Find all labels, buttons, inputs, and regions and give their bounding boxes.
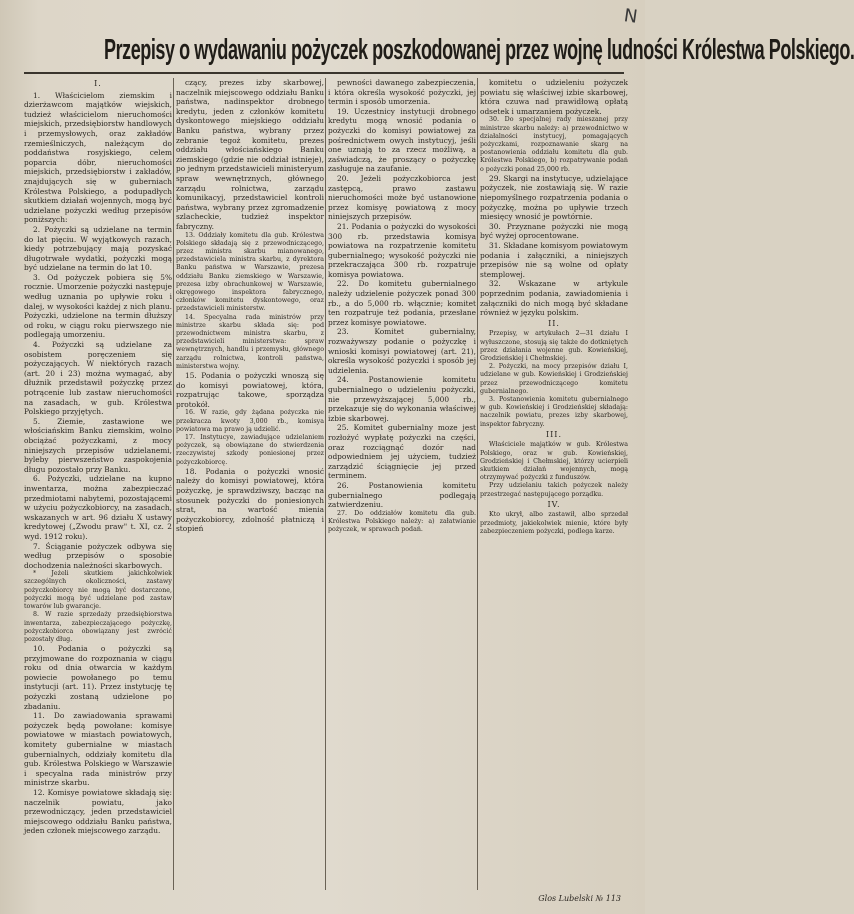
- paragraph: 4. Pożyczki są udzielane za osobistem poręczeniem się pożyczających. W niektórych razach (art. 20 i 23) można wymagać, aby dłużnik przedstawił pożyczkę przez potrącenie lub zastaw nieruchomości na zasadach, w gub. Królestwa Polskiego przyjętych.: [24, 340, 172, 417]
- paragraph: 20. Jeżeli pożyczkobiorca jest zastępcą, prawo zastawu nieruchomości może być ustanowione przez komisyę powiatową z mocy niniejszych przepisów.: [328, 173, 476, 222]
- note-paragraph: 13. Oddziały komitetu dla gub. Królestwa Polskiego składają się z przewodniczącego, przez ministra skarbu mianowanego, przedstawiciela ministra skarbu, z dyrektora Banku państwa w Warszawie, prezesa oddziału Banku ziemskiego w Warszawie, prezesa izby obrachunkowej w Warszawie, okręgowego inspektora fabrycznego, członków komitetu dyskontowego, oraz przedstawicieli ministerstw.: [176, 231, 324, 313]
- paragraph: 5. Ziemie, zastawione we włościańskim Banku ziemskim, wolno obciążać pożyczkami, z mocy niniejszych przepisów udzielanemi, byleby pierwszeństwo zaspokojenia długu pozostało przy Banku.: [24, 416, 172, 474]
- paragraph: 10. Podania o pożyczki są przyjmowane do rozpoznania w ciągu roku od dnia otwarcia w każdym powiecie powołanego po temu instytucji (art. 11). Przez instytucję tę pożyczki zostaną udzielone po zbadaniu.: [24, 644, 172, 711]
- title-rule: [24, 72, 624, 74]
- note-paragraph: Właściciele majątków w gub. Królestwa Polskiego, oraz w gub. Kowieńskiej, Grodzieńskiej i Chełmskiej, którzy ucierpieli skutkiem działań wojennych, mogą otrzymywać pożyczki z funduszów.: [480, 441, 628, 482]
- paragraph: 15. Podania o pożyczki wnoszą się do komisyi powiatowej, która, rozpatrując takowe, sporządza protokół.: [176, 370, 324, 409]
- paragraph: 23. Komitet gubernialny, rozważywszy podanie o pożyczkę i wnioski komisyi powiatowej (art. 21), określa wysokość pożyczki i sposób jej udzielenia.: [328, 327, 476, 375]
- note-paragraph: Przy udzielaniu takich pożyczek należy przestrzegać następującego porządku.: [480, 482, 628, 498]
- note-paragraph: 30. Do specjalnej rady mieszanej przy ministrze skarbu należy: a) przewodnictwo w działalności instytucyj, pomagających pożyczkami, rozpoznawanie skarg na postanowienia oddziału komitetu dla gub. Królestwa Polskiego, b) rozpatrywanie podań o pożyczki ponad 25,000 rb.: [480, 116, 628, 173]
- paragraph: 29. Skargi na instytucye, udzielające pożyczek, nie zostawiają się. W razie niepomyślnego rozpatrzenia podania o pożyczkę, można po upływie trzech miesięcy wnosić je powtórnie.: [480, 173, 628, 222]
- paragraph: 21. Podania o pożyczki do wysokości 300 rb. przedstawia komisya powiatowa na rozpatrzenie komitetu gubernialnego; wysokość pożyczki nie przekraczająca 300 rb. rozpatruje komisya powiatowa.: [328, 221, 476, 279]
- section-heading: I.: [94, 79, 102, 88]
- paragraph: 22. Do komitetu gubernialnego należy udzielenie pożyczek ponad 300 rb., a do 5,000 rb. włącznie; komitet ten rozpatruje też podania, przesłane przez komisye powiatowe.: [328, 279, 476, 327]
- note-paragraph: 16. W razie, gdy żądana pożyczka nie przekracza kwoty 3,000 rb., komisya powiatowa ma prawo ją udzielić.: [176, 409, 324, 433]
- paragraph: 11. Do zawiadowania sprawami pożyczek będą powołane: komisye powiatowe w miastach powiatowych, komitety gubernialne w miastach gubernialnych, oddziały komitetu dla gub. Królestwa Polskiego w Warszawie i specyalna rada ministrów przy ministrze skarbu.: [24, 711, 172, 788]
- paragraph: 12. Komisye powiatowe składają się: naczelnik powiatu, jako przewodniczący, jeden przedstawiciel miejscowego oddziału Banku państwa, jeden członek miejscowego zarządu.: [24, 788, 172, 836]
- paragraph: 26. Postanowienia komitetu gubernialnego podlegają zatwierdzeniu.: [328, 480, 476, 510]
- article-body: [24, 78, 628, 890]
- paragraph: 18. Podania o pożyczki wnosić należy do komisyi powiatowej, która pożyczkę, je sprawdziwszy, bacząc na stosunek pożyczki do poniesionych strat, na wartość mienia pożyczkobiorcy, zdolność płatniczą i stopień: [176, 466, 324, 534]
- paragraph: 30. Przyznane pożyczki nie mogą być wyżej oprocentowane.: [480, 221, 628, 241]
- note-paragraph: Kto ukrył, albo zastawił, albo sprzedał przedmioty, jakiekolwiek mienie, które były zabezpieczeniem pożyczki, podlega karze.: [480, 511, 628, 535]
- page-footer: Glos Lubelski № 113: [538, 894, 621, 903]
- section-heading: II.: [548, 318, 560, 328]
- note-paragraph: 17. Instytucye, zawiadujące udzielaniem pożyczek, są obowiązane do stwierdzenia rzeczywistej szkody poniesionej przez pożyczkobiorcę.: [176, 433, 324, 466]
- text-column-2: [176, 78, 324, 890]
- text-column-3: [328, 78, 476, 890]
- paragraph: 19. Uczestnicy instytucji drobnego kredytu mogą wnosić podania o pożyczki do komisyi powiatowej za pośrednictwem owych instytucyj, jeśli one uznają to za rzecz możliwą, a zaświadczą, że proszący o pożyczkę zasługuje na zaufanie.: [328, 106, 476, 174]
- paragraph: 1. Właścicielom ziemskim i dzierżawcom majątków wiejskich, tudzież właścicielom nieruchomości miejskich, przedsiębiorstw handlowych i przemysłowych, oraz zakładów rzemieślniczych, należącym do poddaństwa rosyjskiego, celem poparcia dóbr, nieruchomości miejskich, przedsiębiorstw i zakładów, znajdujących się w guberniach Królestwa Polskiego, a podupadłych skutkiem działań wojennych, mogą być udzielane pożyczki według przepisów poniższych:: [24, 90, 172, 225]
- text-column-1: [24, 78, 172, 890]
- section-heading: IV.: [547, 499, 561, 509]
- paragraph: 2. Pożyczki są udzielane na termin do lat pięciu. W wyjątkowych razach, kiedy potrzebujący mają pozyskać długotrwałe wydatki, pożyczki mogą być udzielane na termin do lat 10.: [24, 224, 172, 273]
- article-title: Przepisy o wydawaniu pożyczek poszkodowanej przez wojnę ludności Królestwa Polskiego.: [103, 33, 854, 67]
- note-paragraph: 8. W razie sprzedaży przedsiębiorstwa inwentarza, zabezpieczającego pożyczkę, pożyczkobiorca obowiązany jest zwrócić pozostały dług.: [24, 611, 172, 643]
- paragraph: 7. Ściąganie pożyczek odbywa się według przepisów o sposobie dochodzenia należności skarbowych.: [24, 541, 172, 570]
- section-heading: III.: [545, 429, 563, 439]
- paragraph: 32. Wskazane w artykule poprzednim podania, zawiadomienia i załączniki do nich mogą być składane również w języku polskim.: [480, 279, 628, 318]
- paragraph: pewności dawanego zabezpieczenia, i która określa wysokość pożyczki, jej termin i sposób umorzenia.: [328, 78, 476, 107]
- text-column-4: [480, 78, 628, 890]
- paragraph: 6. Pożyczki, udzielane na kupno inwentarza, można zabezpieczać przedmiotami nabytemi, pozostającemi w użyciu pożyczkobiorcy, na zasadach, wskazanych w art. 96 działu X ustawy kredytowej („Zwodu praw" t. XI, cz. 2 wyd. 1912 roku).: [24, 474, 172, 541]
- paragraph: 24. Postanowienie komitetu gubernialnego o udzieleniu pożyczki, nie przewyższającej 5,000 rb., przekazuje się do wykonania właściwej izbie skarbowej.: [328, 375, 476, 423]
- paragraph: komitetu o udzieleniu pożyczek powiatu się właściwej izbie skarbowej, która czuwa nad prawidłową opłatą odsetek i umarzaniem pożyczek.: [480, 78, 628, 116]
- handwritten-corner-mark: N: [622, 5, 639, 28]
- paragraph: 25. Komitet gubernialny moze jest rozłożyć wypłatę pożyczki na części, oraz rozciągnąć dozór nad odpowiedniem jej użyciem, tudzież zarządzić ściągnięcie jej przed terminem.: [328, 423, 476, 481]
- note-paragraph: 27. Do oddziałów komitetu dla gub. Królestwa Polskiego należy: a) załatwianie pożyczek, w sprawach podań.: [328, 509, 476, 534]
- note-paragraph: Przepisy, w artykułach 2—31 działu I wyłuszczone, stosują się także do dotkniętych przez działania wojenne gub. Kowieńskiej, Grodzieńskiej i Chełmskiej.: [480, 330, 628, 362]
- paragraph: czący, prezes izby skarbowej, naczelnik miejscowego oddziału Banku państwa, nadinspektor drobnego kredytu, jeden z członków komitetu dyskontowego miejskiego oddziału Banku państwa, wybrany przez zebranie tegoż komitetu, prezes oddziału włościańskiego Banku ziemskiego (gdzie nie oddział istnieje), po jednym przedstawicieli ministeryum spraw wewnętrznych, głównego zarządu rolnictwa, zarządu komunikacyj, przedstawiciel kontroli państwa, wybrany przez zgromadzenie szlacheckie, tudzież inspektor fabryczny.: [176, 78, 324, 231]
- note-paragraph: 14. Specyalna rada ministrów przy ministrze skarbu składa się: pod przewodnictwem ministra skarbu, z przedstawicieli ministerstwa: spraw wewnętrznych, handlu i przemysłu, głównego zarządu rolnictwa, kontroli państwa, ministerstwa wojny.: [176, 313, 324, 370]
- note-paragraph: 2. Pożyczki, na mocy przepisów działu I, udzielane w gub. Kowieńskiej i Grodzieńskiej przez przewodniczącego komitetu gubernialnego.: [480, 363, 628, 395]
- note-paragraph: * Jeżeli skutkiem jakichkolwiek szczególnych okoliczności, zastawy pożyczkobiorcy nie mogą być dostarczone, pożyczki mogą być udzielane pod zastaw towarów lub gwarancje.: [24, 570, 172, 611]
- paragraph: 3. Od pożyczek pobiera się 5% rocznie. Umorzenie pożyczki następuje według uznania po upływie roku i dalej, w wysokości każdej z nich planu. Pożyczki, udzielone na termin dłuższy od roku, w ciągu roku pierwszego nie podlegają umorzeniu.: [24, 272, 172, 340]
- note-paragraph: 3. Postanowienia komitetu gubernialnego w gub. Kowieńskiej i Grodzieńskiej składają: naczelnik powiatu, prezes izby skarbowej, inspektor fabryczny.: [480, 395, 628, 428]
- paragraph: 31. Składane komisyom powiatowym podania i załączniki, a niniejszych przepisów nie są wolne od opłaty stemplowej.: [480, 240, 628, 279]
